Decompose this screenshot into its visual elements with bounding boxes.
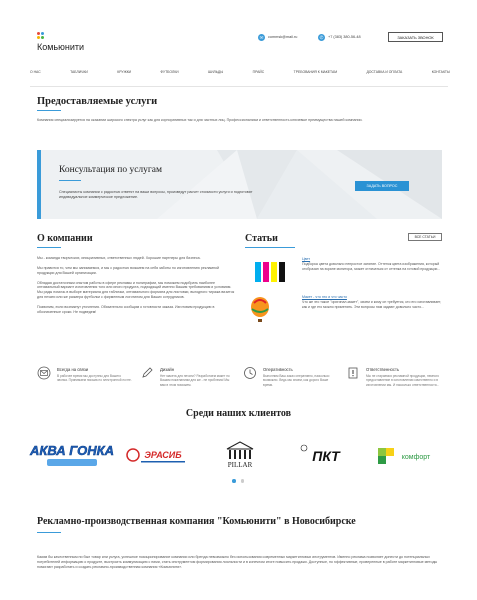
client-logo-text: комфорт — [401, 454, 431, 461]
services-accent — [37, 110, 61, 111]
carousel-dot[interactable] — [241, 479, 245, 483]
email-text: commsk@mail.ru — [268, 34, 298, 39]
exclamation-icon — [346, 366, 360, 380]
articles-heading: Статьи — [245, 233, 278, 244]
features-row — [37, 366, 442, 396]
ask-question-button[interactable]: ЗАДАТЬ ВОПРОС — [355, 181, 409, 191]
consultation-accent — [59, 180, 81, 181]
articles-accent — [245, 247, 295, 248]
about-heading: О компании — [37, 233, 93, 244]
article-title[interactable]: Макет - что это и что часто — [302, 295, 347, 299]
nav-item-contacts[interactable]: КОНТАКТЫ — [431, 69, 450, 74]
nav-item-tshirts[interactable]: ФУТБОЛКИ — [160, 69, 179, 74]
feature-item — [243, 366, 339, 396]
carousel-pagination — [232, 479, 244, 483]
site-header — [0, 0, 477, 62]
about-accent — [37, 247, 61, 248]
logo-mark-icon — [37, 32, 45, 40]
services-heading: Предоставляемые услуги — [37, 96, 158, 107]
email-contact[interactable] — [258, 34, 297, 41]
about-paragraph-1: Мы - команда творческих, инициативных, ответственных людей. Хорошие партнеры для бизнеса. — [37, 256, 201, 260]
about-paragraph-3: Обладая достаточным опытом работы в сфере рекламы и полиграфии, мы поможем подобрать наиболее оптимальный вариант изготовления того или иного продукта, подходящий именно Вашим требованиям и условиям. Мы рады помочь в выборе материала для таблички, оптимального формата для листовки, выгодного тиража визиток для печати или же размера футболки с фирменным логотипом для Ваших сотрудников. — [37, 280, 235, 300]
article-item[interactable] — [245, 257, 445, 293]
main-nav — [30, 67, 450, 77]
clock-icon — [243, 366, 257, 380]
seo-heading: Рекламно-производственная компания "Комьюнити" в Новосибирске — [37, 516, 356, 527]
feature-title: Ответственность — [366, 367, 400, 372]
feature-item — [346, 366, 442, 396]
seo-accent — [37, 532, 61, 533]
consultation-text: Специалисты компании с радостью ответят на ваши вопросы, произведут расчет стоимости услуги и подготовят индивидуальное коммерческое предложение. — [59, 190, 253, 199]
nav-divider — [30, 86, 448, 87]
all-articles-button[interactable]: ВСЕ СТАТЬИ — [408, 233, 442, 241]
about-paragraph-4: Позвоним, если возникнут уточнения. Обязательно сообщим о готовности заказа. Изготовим продукцию в обозначенные сроки. Не подведем! — [37, 304, 215, 314]
logo-text: Комьюнити — [37, 42, 85, 52]
phone-icon: ✆ — [319, 35, 324, 40]
article-thumbnail-balloon — [245, 295, 292, 328]
client-logo-erasib[interactable] — [121, 438, 191, 472]
seo-text: Каким бы качественным ни был товар или услуга, успешное позиционирование компании или бренда невозможно без использования современных маркетинговых инструментов. Именно реклама позволяет донести до потенциальных потребителей информацию о продукте, выстроить коммуникацию с ними, стать инструментом формирования лояльности и в конечном итоге повысить продажи. Доступные, но эффективные, проверенные в работе маркетинговые методы помогают разработать и создать рекламно-производственная компания «Комьюнити». — [37, 555, 438, 569]
client-logo-akva[interactable] — [30, 438, 114, 472]
client-logo-pillar[interactable] — [205, 438, 275, 472]
consultation-banner — [37, 150, 442, 219]
article-item[interactable] — [245, 295, 445, 331]
feature-title: Дизайн — [160, 367, 175, 372]
phone-text: +7 (383) 380-56-48 — [328, 34, 361, 39]
feature-text: Нет макета для печати? Разработаем макет по Вашим пожеланиям для же - не проблема! Мы вам в этом поможем. — [160, 374, 230, 387]
services-text: Компания специализируется на оказании широкого спектра услуг как для корпоративных так и для частных лиц. Профессионализм и ответственность ключевые преимущества нашей компании. — [37, 118, 363, 122]
article-excerpt: Подборка цвета довольно непростое занятие. Оттенок цвета изображения, который отобразан на экране монитора, может отличаться от оттенка на готовой продукции... — [302, 262, 441, 271]
nav-item-about[interactable]: О НАС — [30, 69, 41, 74]
consultation-title: Консультация по услугам — [59, 165, 163, 175]
client-logo-text: ЭРАСИБ — [144, 450, 182, 460]
pencil-icon — [140, 366, 154, 380]
nav-item-plates[interactable]: ТАБЛИЧКИ — [70, 69, 88, 74]
article-excerpt: Что же это такое "оригинал-макет", зачем и кому он требуется, кто его изготавливает, как и где его можно применять. Эти вопросы нам задают довольно часто... — [302, 300, 442, 309]
about-paragraph-2: Мы нравится то, чем мы занимаемся, и мы с радостью возьмем на себя заботы по изготовлению рекламной продукции для Вашей организации. — [37, 265, 220, 275]
article-thumbnail-color — [245, 257, 292, 290]
clients-heading: Среди наших клиентов — [185, 408, 292, 419]
client-logo-text: PILLAR — [227, 461, 252, 469]
about-text — [37, 256, 237, 320]
feature-text: В рабочее время мы доступны для Вашего звонка. Принимаем письма по электронной почте. — [57, 374, 132, 383]
nav-item-mugs[interactable]: КРУЖКИ — [117, 69, 132, 74]
nav-item-prices[interactable]: ПРАЙС — [252, 69, 265, 74]
carousel-dot[interactable] — [232, 479, 236, 483]
clients-carousel — [30, 437, 442, 473]
mail-icon: ✉ — [259, 35, 264, 40]
feature-item — [140, 366, 236, 396]
nav-item-delivery[interactable]: ДОСТАВКА И ОПЛАТА — [366, 69, 403, 74]
nav-item-nameplates[interactable]: ШИЛЬДЫ — [208, 69, 224, 74]
callback-button[interactable]: ЗАКАЗАТЬ ЗВОНОК — [388, 32, 443, 42]
feature-title: Оперативность — [263, 367, 293, 372]
nav-item-requirements[interactable]: ТРЕБОВАНИЯ К МАКЕТАМ — [293, 69, 338, 74]
feature-title: Всегда на связи — [57, 367, 89, 372]
feature-text: Выполним Ваш заказ оперативно, насколько возможно. Ведь мы знаем, как дорого Ваше время. — [263, 374, 330, 387]
banner-stripe — [37, 150, 41, 219]
client-logo-pkt[interactable] — [288, 438, 358, 472]
client-logo-text: ПКТ — [312, 448, 340, 464]
phone-contact[interactable] — [318, 34, 361, 41]
client-logo-text: АКВА ГОНКА — [30, 443, 114, 458]
mail-icon — [37, 366, 51, 380]
article-title[interactable]: Цвет — [302, 257, 311, 261]
client-logo-komfort[interactable] — [372, 438, 442, 472]
feature-text: Мы не стараемся рекламной продукции, немного предоставление в изготовлении качественно и в изготовлении мы. И насколько ответственности... — [366, 374, 440, 387]
feature-item — [37, 366, 133, 396]
